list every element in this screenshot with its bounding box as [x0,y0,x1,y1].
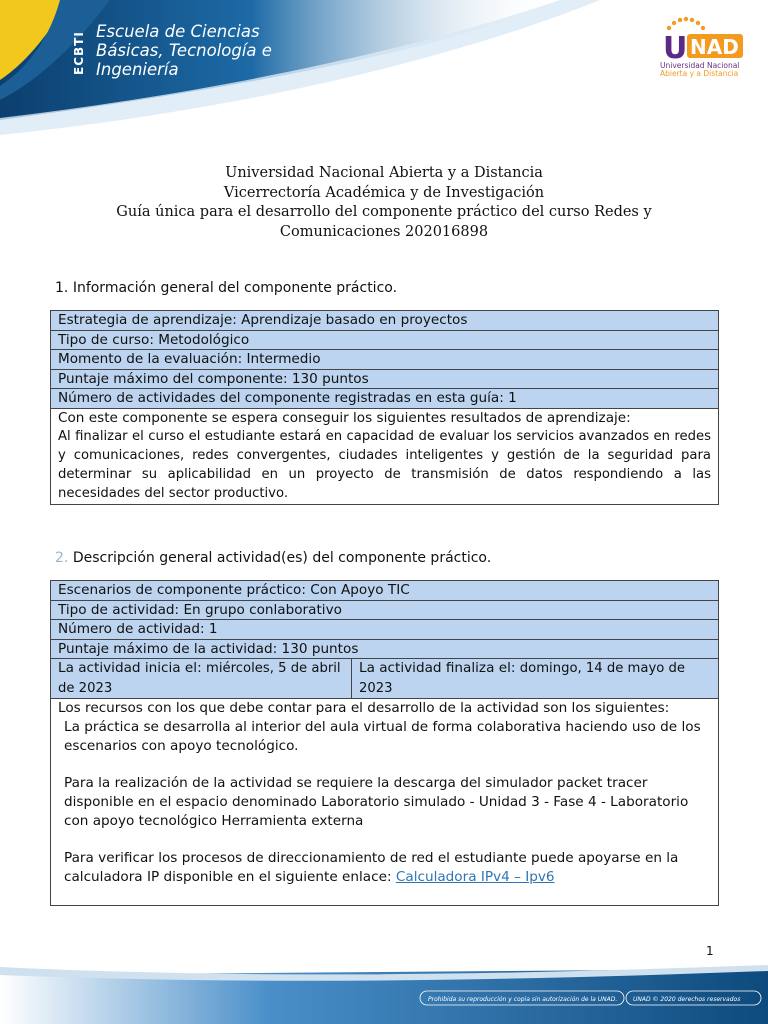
info-row-max-score: Puntaje máximo del componente: 130 puntos [51,369,719,389]
resources-cell [51,699,719,906]
logo-caption-line-2: Abierta y a Distancia [660,69,739,78]
learning-results-heading: Con este componente se espera conseguir los siguientes resultados de aprendizaje: [58,409,631,426]
school-line-2: Básicas, Tecnología e [96,41,272,60]
title-line-2: Vicerrectoría Académica y de Investigación [223,184,545,201]
logo-nad-letters: NAD [690,35,739,59]
activity-row-type: Tipo de actividad: En grupo conlaborativo [51,600,719,620]
section-1-table [50,310,719,505]
ecbti-vertical-label: ECBTI [72,31,86,75]
footer-copyright: UNAD © 2020 derechos reservados [633,996,741,1003]
section-2-heading [55,550,491,566]
learning-results-body: Al finalizar el curso el estudiante estará en capacidad de evaluar los servicios avanzados en redes y comunicaciones, redes convergentes, ciudades inteligentes y gestión de la seguridad para determinar su aplicabilidad en un proyecto de transmisión de datos respondiendo a las necesidades del sector productivo. [58,429,711,501]
resources-heading: Los recursos con los que debe contar para el desarrollo de la actividad son los siguientes: [58,700,670,716]
unad-logo [655,14,755,104]
section-1-number: 1. [55,280,69,296]
activity-start-label: La actividad inicia el: [58,660,202,676]
activity-start-value: miércoles, 5 de abril de 2023 [58,661,341,696]
info-row-activity-count: Número de actividades del componente registradas en esta guía: 1 [51,389,719,409]
activity-end-cell [352,659,719,699]
section-2-title: Descripción general actividad(es) del componente práctico. [72,550,492,566]
school-line-3: Ingeniería [96,60,179,79]
activity-start-cell [51,659,352,699]
learning-results-cell [51,408,719,505]
info-row-course-type: Tipo de curso: Metodológico [51,330,719,350]
title-line-3: Guía única para el desarrollo del componente práctico del curso Redes y [116,204,652,220]
ip-calculator-link[interactable]: Calculadora IPv4 – Ipv6 [395,868,555,885]
info-row-strategy: Estrategia de aprendizaje: Aprendizaje basado en proyectos [51,311,719,331]
logo-caption [660,62,760,78]
logo-u-letter: U [663,31,688,64]
school-name [96,22,272,79]
page-number: 1 [706,944,714,958]
activity-end-value: domingo, 14 de mayo de 2023 [359,661,686,696]
school-line-1: Escuela de Ciencias [96,22,260,41]
info-row-evaluation-moment: Momento de la evaluación: Intermedio [51,350,719,370]
resources-paragraph-1: La práctica se desarrolla al interior del aula virtual de forma colaborativa haciendo uso de los escenarios con apoyo tecnológico. [64,718,701,754]
activity-row-scenarios: Escenarios de componente práctico: Con Apoyo TIC [51,581,719,601]
logo-caption-line-1: Universidad Nacional [660,61,740,70]
title-line-4: Comunicaciones 202016898 [279,223,489,240]
title-line-1: Universidad Nacional Abierta y a Distancia [225,165,543,181]
header-banner [0,0,768,140]
section-1-title: Información general del componente práctico. [72,280,398,296]
section-2-table [50,580,719,906]
activity-row-number: Número de actividad: 1 [51,620,719,640]
activity-row-max-score: Puntaje máximo de la actividad: 130 puntos [51,639,719,659]
document-titles [40,164,728,242]
footer-graphic [0,965,768,1024]
section-1-heading [55,280,397,296]
resources-paragraph-3-text: Para verificar los procesos de direccionamiento de red el estudiante puede apoyarse en la calculadora IP disponible en el siguiente enlace: [64,849,679,885]
activity-end-label: La actividad finaliza el: [359,660,516,676]
resources-paragraph-3 [58,849,711,887]
resources-paragraph-2: Para la realización de la actividad se requiere la descarga del simulador packet tracer disponible en el espacio denominado Laboratorio simulado - Unidad 3 - Fase 4 - Laboratorio con apoyo tecnológico Herramienta externa [64,774,689,829]
footer-notice: Prohibida su reproducción y copia sin autorización de la UNAD. [428,996,618,1003]
unad-logo-mark [655,14,755,64]
footer-banner [0,965,768,1024]
section-2-number: 2. [55,550,69,566]
